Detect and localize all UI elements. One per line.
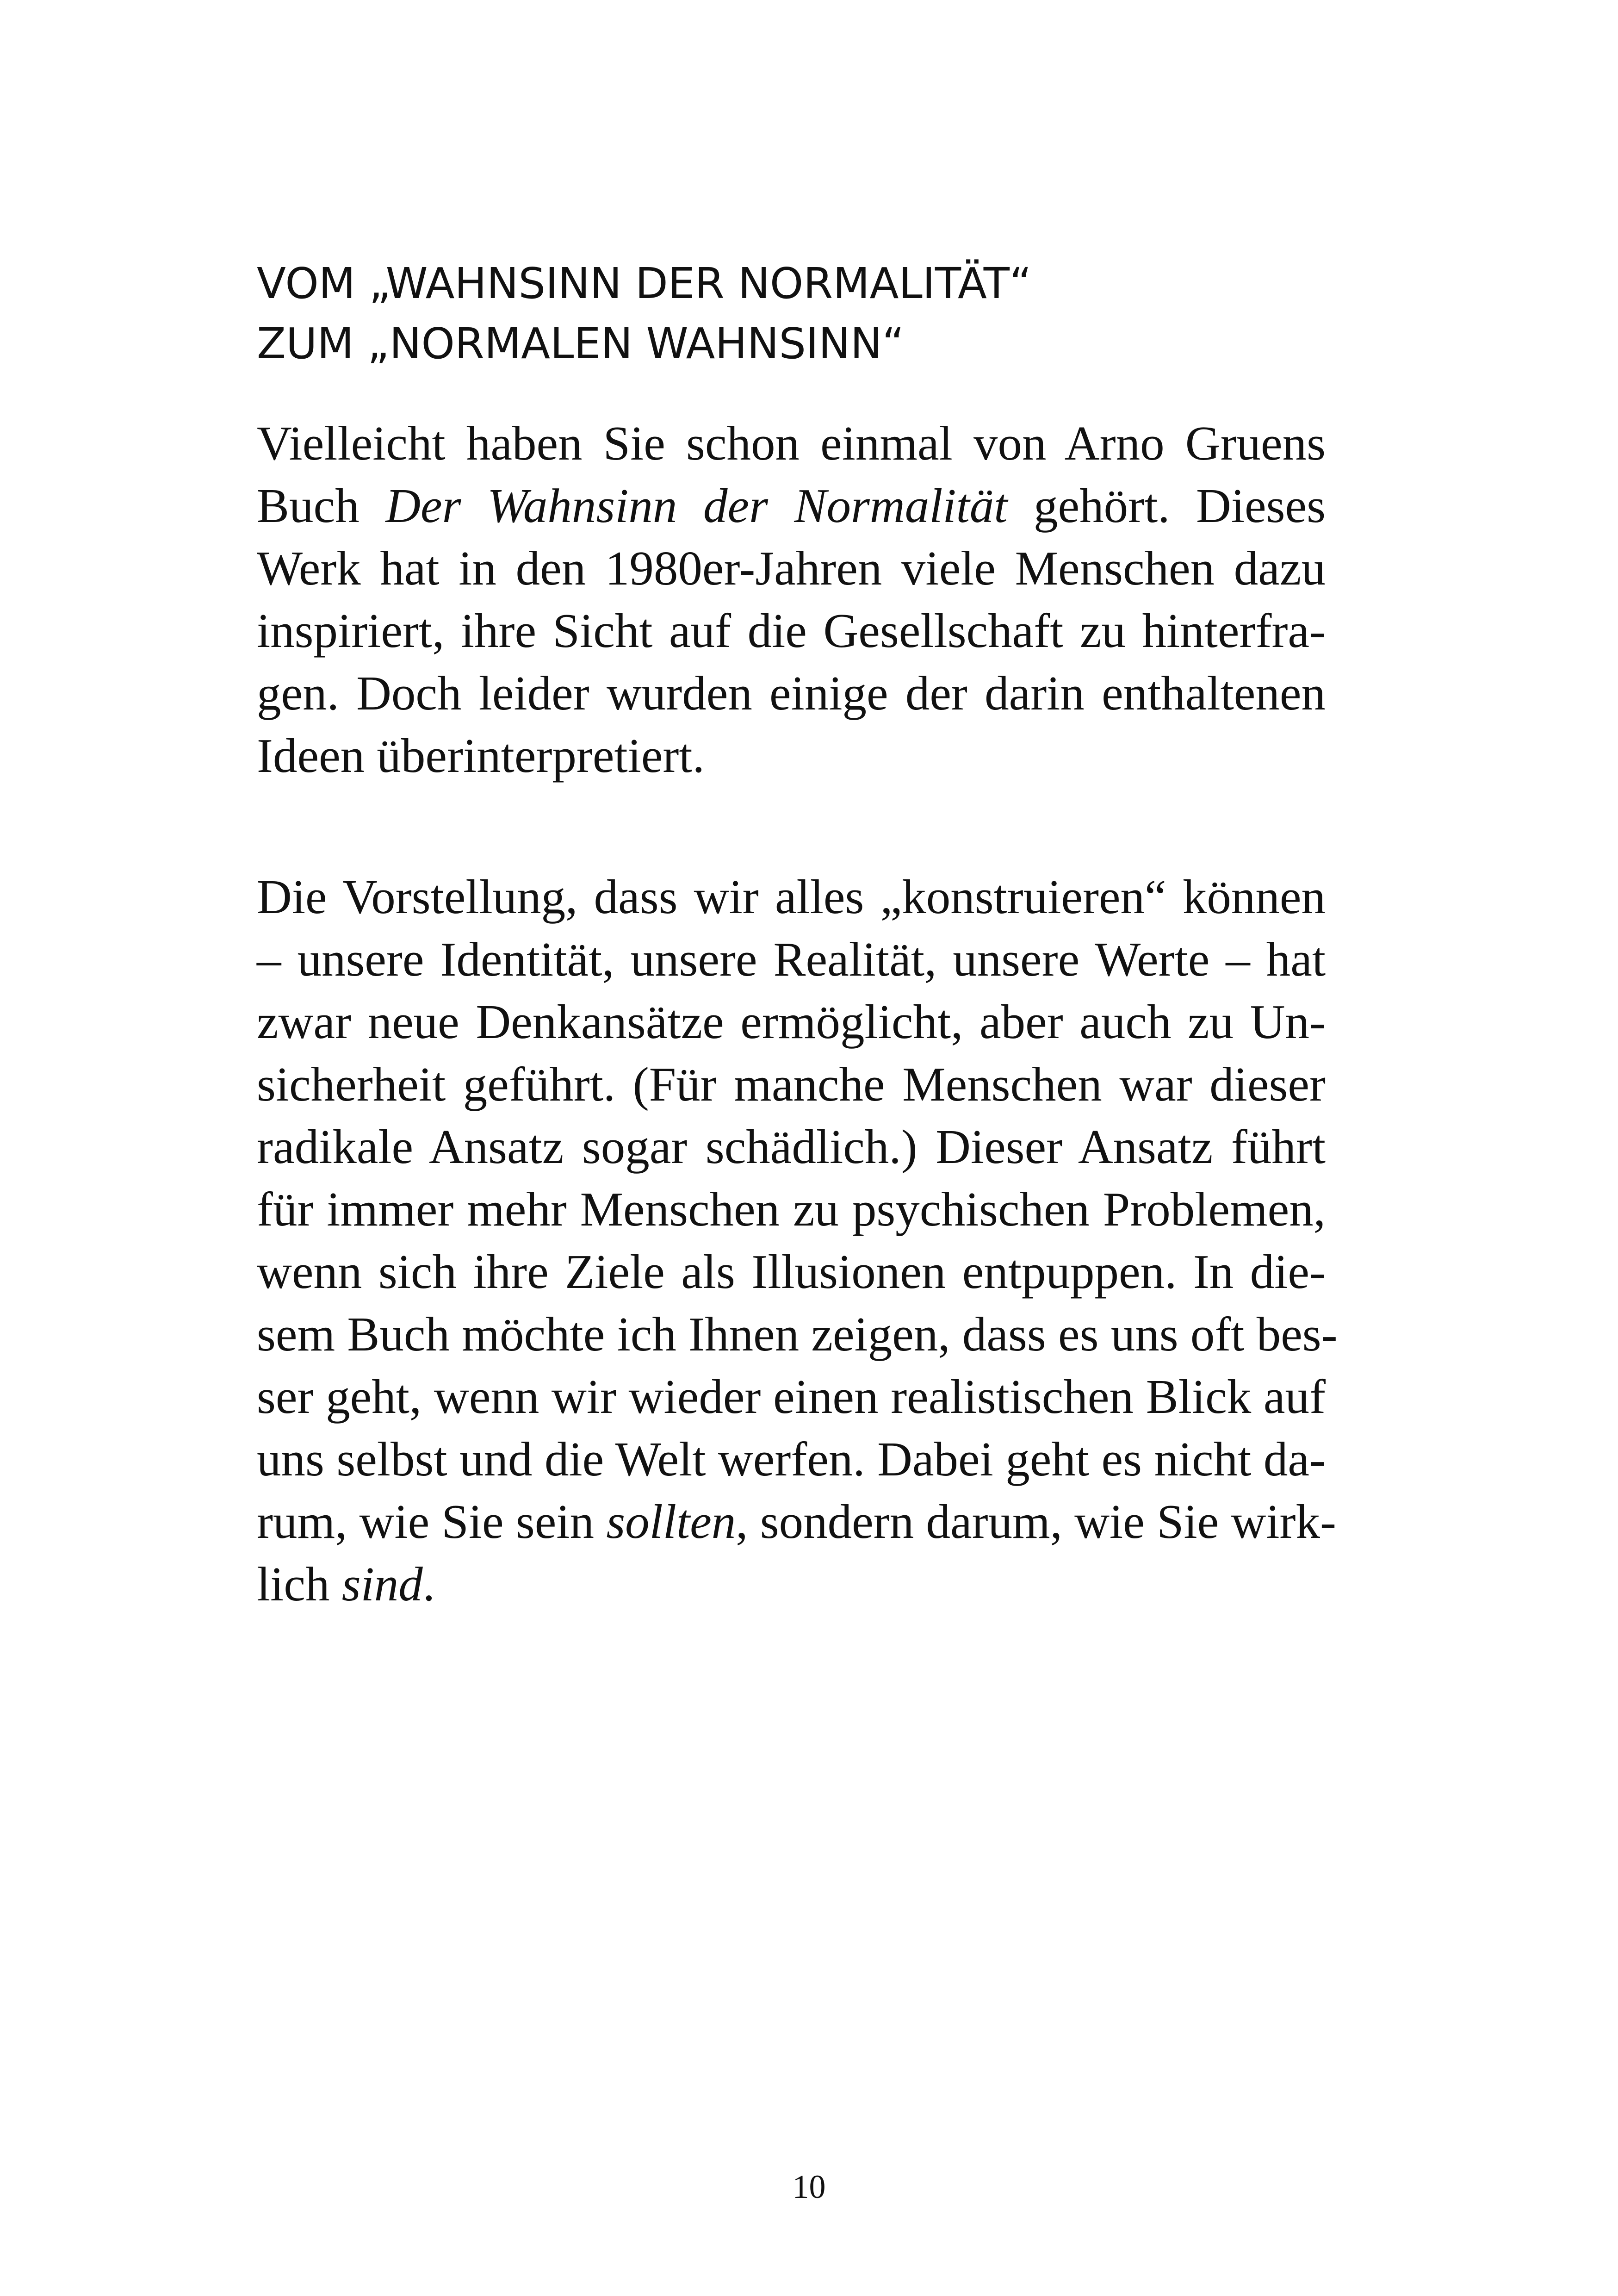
emphasis-italic: sind	[341, 1557, 423, 1611]
emphasis-italic: sollten	[606, 1494, 736, 1549]
paragraph-1-line: Vielleicht haben Sie schon einmal von Arno Gruens	[257, 416, 1326, 470]
paragraph-2-line: wenn sich ihre Ziele als Illusionen entpuppen. In die-	[257, 1244, 1326, 1299]
paragraph-2-line: sem Buch möchte ich Ihnen zeigen, dass es uns oft bes-	[257, 1307, 1338, 1361]
paragraph-2-line: ser geht, wenn wir wieder einen realistischen Blick auf	[257, 1369, 1326, 1424]
paragraph-2-line: uns selbst und die Welt werfen. Dabei geht es nicht da-	[257, 1432, 1326, 1486]
text-run: lich	[257, 1557, 342, 1611]
paragraph-1-line: gen. Doch leider wurden einige der darin enthaltenen	[257, 666, 1326, 720]
heading-line-2: ZUM „NORMALEN WAHNSINN“	[257, 319, 905, 368]
paragraph-1-line	[257, 474, 1326, 537]
paragraph-2-line: radikale Ansatz sogar schädlich.) Dieser Ansatz führt	[257, 1120, 1326, 1174]
heading-line-1: VOM „WAHNSINN DER NORMALITÄT“	[257, 259, 1032, 308]
text-run: gehört. Dieses	[1007, 479, 1326, 533]
paragraph-1-line: inspiriert, ihre Sicht auf die Gesellschaft zu hinterfra-	[257, 604, 1326, 658]
section-heading	[257, 254, 1367, 374]
paragraph-2-line: zwar neue Denkansätze ermöglicht, aber auch zu Un-	[257, 995, 1326, 1049]
paragraph-2-line: Die Vorstellung, dass wir alles „konstruieren“ können	[257, 870, 1326, 924]
paragraph-2	[257, 865, 1338, 1615]
paragraph-1	[257, 412, 1326, 787]
paragraph-2-line: – unsere Identität, unsere Realität, unsere Werte – hat	[257, 932, 1326, 986]
paragraph-1-line: Werk hat in den 1980er-Jahren viele Menschen dazu	[257, 541, 1326, 595]
book-title-italic: Der Wahnsinn der Normalität	[385, 479, 1008, 533]
text-run: .	[422, 1557, 435, 1611]
paragraph-2-line	[257, 1490, 1336, 1553]
paragraph-1-line: Ideen überinterpretiert.	[257, 728, 705, 783]
paragraph-2-line: sicherheit geführt. (Für manche Menschen war dieser	[257, 1057, 1326, 1111]
page-number: 10	[792, 2168, 826, 2205]
paragraph-2-line: für immer mehr Menschen zu psychischen Problemen,	[257, 1182, 1326, 1236]
text-run: rum, wie Sie sein	[257, 1494, 607, 1549]
text-run: , sondern darum, wie Sie wirk-	[736, 1494, 1336, 1549]
text-run: Buch	[257, 479, 386, 533]
paragraph-2-line	[257, 1553, 1326, 1615]
